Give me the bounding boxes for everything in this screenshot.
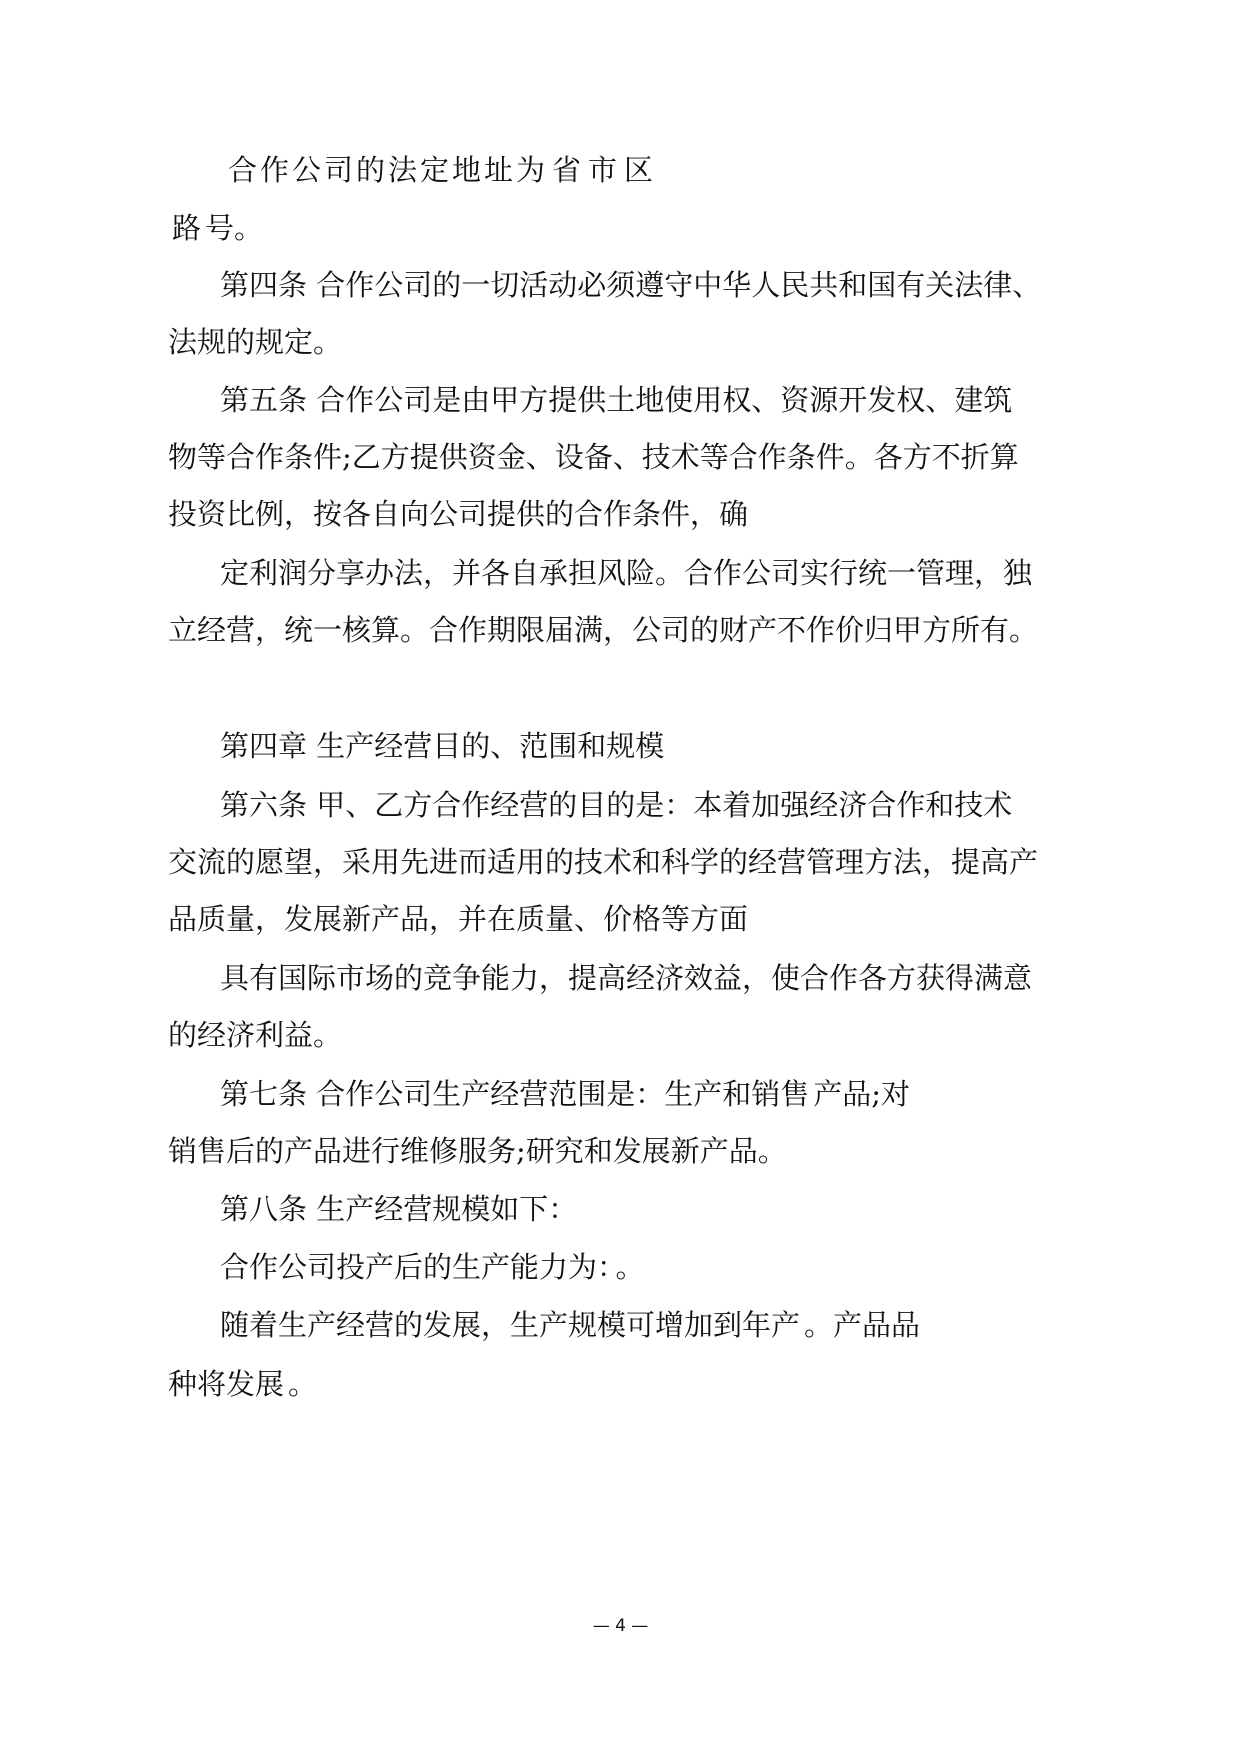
article-6-line-5: 的经济利益。 xyxy=(168,1018,343,1052)
article-5-line-4: 定利润分享办法，并各自承担风险。合作公司实行统一管理，独 xyxy=(220,556,1033,590)
article-6-line-2: 交流的愿望，采用先进而适用的技术和科学的经营管理方法，提高产 xyxy=(168,845,1039,879)
article-5-line-2: 物等合作条件;乙方提供资金、设备、技术等合作条件。各方不折算 xyxy=(168,440,1019,474)
capacity-line xyxy=(220,1247,1241,1287)
address-line-2 xyxy=(168,208,1241,248)
text: 区 xyxy=(624,153,657,187)
text: 种将发展 xyxy=(168,1367,285,1401)
text: 。产品品 xyxy=(804,1308,921,1342)
article-4-line-2: 法规的规定。 xyxy=(168,325,343,359)
article-6-line-1: 第六条 甲、乙方合作经营的目的是：本着加强经济合作和技术 xyxy=(220,788,1013,822)
article-5-line-1: 第五条 合作公司是由甲方提供土地使用权、资源开发权、建筑 xyxy=(220,383,1013,417)
article-7-line-1 xyxy=(220,1074,1241,1114)
text: 第七条 合作公司生产经营范围是：生产和销售 xyxy=(220,1077,810,1111)
article-4-line-1: 第四条 合作公司的一切活动必须遵守中华人民共和国有关法律、 xyxy=(220,268,1042,302)
text: 号。 xyxy=(205,211,264,245)
text: 路 xyxy=(172,211,202,245)
text: 。 xyxy=(615,1250,645,1284)
page-number: — 4 — xyxy=(592,1616,649,1636)
scale-line-1 xyxy=(220,1305,1241,1345)
text: 合作公司的法定地址为 xyxy=(228,153,549,187)
address-line-1 xyxy=(228,150,1241,190)
article-5-line-5: 立经营，统一核算。合作期限届满，公司的财产不作价归甲方所有。 xyxy=(168,613,1039,647)
article-5-line-3: 投资比例，按各自向公司提供的合作条件，确 xyxy=(168,497,749,531)
article-6-line-4: 具有国际市场的竞争能力，提高经济效益，使合作各方获得满意 xyxy=(220,961,1033,995)
article-8-line-1: 第八条 生产经营规模如下： xyxy=(220,1192,578,1226)
text: 市 xyxy=(588,153,621,187)
article-7-line-2: 销售后的产品进行维修服务;研究和发展新产品。 xyxy=(168,1134,787,1168)
text: 产品;对 xyxy=(813,1077,911,1111)
text: 。 xyxy=(288,1367,318,1401)
text: 合作公司投产后的生产能力为： xyxy=(220,1250,612,1284)
text: 省 xyxy=(552,153,585,187)
chapter-heading: 第四章 生产经营目的、范围和规模 xyxy=(220,729,665,763)
article-6-line-3: 品质量，发展新产品，并在质量、价格等方面 xyxy=(168,902,749,936)
text: 随着生产经营的发展，生产规模可增加到年产 xyxy=(220,1308,801,1342)
scale-line-2 xyxy=(168,1364,1241,1404)
